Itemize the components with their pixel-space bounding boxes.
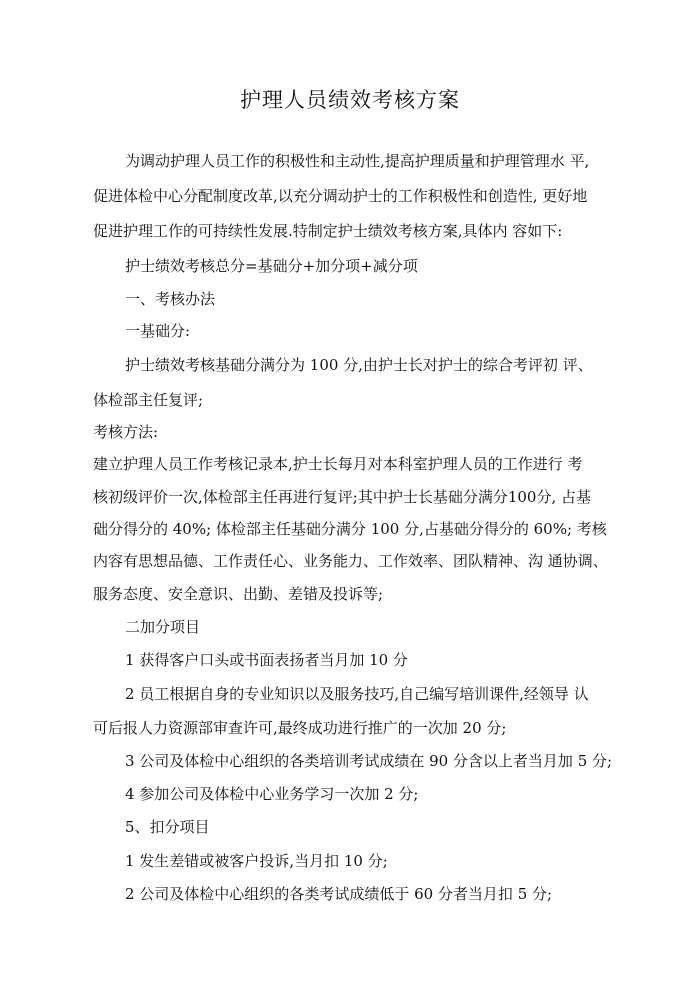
subsection-heading: 考核方法: [93, 423, 159, 441]
document-title: 护理人员绩效考核方案 [240, 88, 460, 112]
text-line: 内容有思想品德、工作责任心、业务能力、工作效率、团队精神、沟 通协调、 [93, 552, 608, 570]
text-line: 促进体检中心分配制度改革,以充分调动护士的工作积极性和创造性, 更好地 [93, 187, 588, 205]
text-line: 可后报人力资源部审查许可,最终成功进行推广的一次加 20 分; [93, 719, 507, 737]
text-line: 服务态度、安全意识、出勤、差错及投诉等; [93, 585, 384, 603]
list-item: 1 获得客户口头或书面表扬者当月加 10 分 [125, 651, 408, 669]
list-item: 1 发生差错或被客户投诉,当月扣 10 分; [125, 852, 388, 870]
list-item: 3 公司及体检中心组织的各类培训考试成绩在 90 分含以上者当月加 5 分; [125, 752, 613, 770]
text-line: 体检部主任复评; [93, 391, 204, 409]
text-line: 建立护理人员工作考核记录本,护士长每月对本科室护理人员的工作进行 考 [93, 455, 583, 473]
list-item: 4 参加公司及体检中心业务学习一次加 2 分; [125, 785, 419, 803]
text-line: 础分得分的 40%; 体检部主任基础分满分 100 分,占基础分得分的 60%; 考核 [93, 520, 607, 538]
text-line: 为调动护理人员工作的积极性和主动性,提高护理质量和护理管理水 平, [125, 152, 590, 170]
text-line: 护士绩效考核基础分满分为 100 分,由护士长对护士的综合考评初 评、 [125, 356, 593, 374]
subsection-heading: 一基础分: [125, 322, 191, 340]
text-line: 促进护理工作的可持续性发展.特制定护士绩效考核方案,具体内 容如下: [93, 222, 563, 240]
section-heading: 一、考核办法 [125, 290, 216, 308]
list-item: 2 员工根据自身的专业知识以及服务技巧,自己编写培训课件,经领导 认 [125, 685, 589, 703]
text-line: 核初级评价一次,体检部主任再进行复评;其中护士长基础分满分100分, 占基 [93, 488, 591, 506]
list-item: 2 公司及体检中心组织的各类考试成绩低于 60 分者当月扣 5 分; [125, 885, 553, 903]
section-heading: 二加分项目 [125, 618, 201, 636]
section-heading: 5、扣分项目 [125, 818, 210, 836]
text-line: 护士绩效考核总分=基础分+加分项+减分项 [125, 257, 418, 275]
